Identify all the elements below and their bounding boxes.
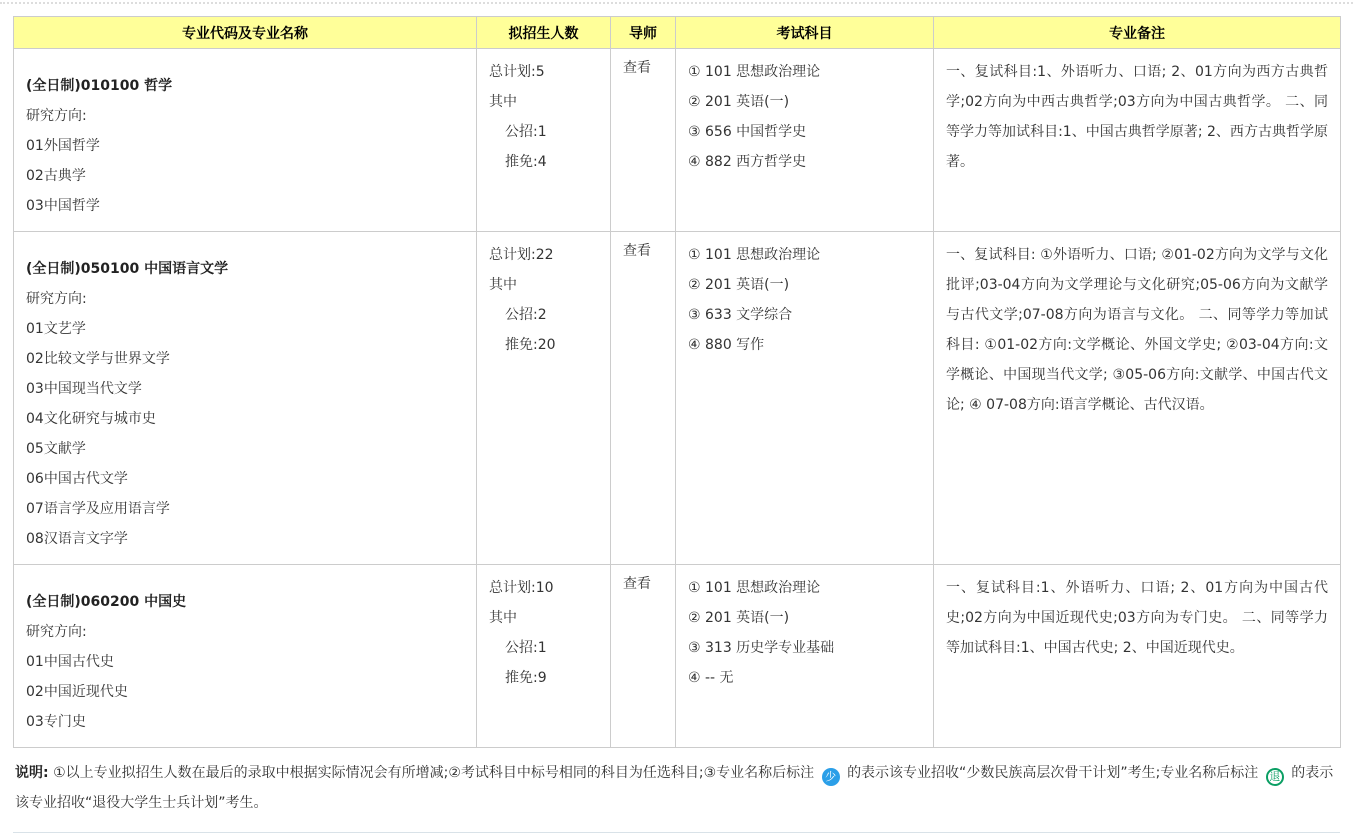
exam-subject-list (688, 57, 921, 177)
major-cell (14, 49, 477, 232)
plan-exam-exempt: 推免:20 (505, 337, 556, 353)
major-row (14, 565, 1341, 748)
tutor-cell (611, 565, 676, 748)
major-row (14, 49, 1341, 232)
exam-subject-item: ① 101 思想政治理论 (688, 580, 821, 596)
major-cell (14, 232, 477, 565)
plan-total: 总计划:5 (489, 64, 545, 80)
plan-among-label: 其中 (489, 94, 517, 110)
major-remark-cell (934, 49, 1341, 232)
view-tutor-link[interactable]: 查看 (623, 243, 651, 259)
exam-subject-item: ③ 633 文学综合 (688, 307, 793, 323)
veteran-plan-icon: 退 (1266, 768, 1284, 786)
plan-among-label: 其中 (489, 277, 517, 293)
direction-item: 02古典学 (26, 168, 86, 184)
direction-item: 08汉语言文字学 (26, 531, 128, 547)
enrollment-cell (477, 232, 611, 565)
exam-subject-item: ① 101 思想政治理论 (688, 247, 821, 263)
plan-among-label: 其中 (489, 610, 517, 626)
minority-plan-icon: 少 (822, 768, 840, 786)
research-direction-label: 研究方向: (26, 291, 87, 307)
exam-subject-item: ② 201 英语(一) (688, 277, 790, 293)
column-header-exam-subjects: 考试科目 (676, 17, 934, 49)
enrollment-cell (477, 565, 611, 748)
direction-item: 02中国近现代史 (26, 684, 128, 700)
page (0, 16, 1353, 833)
exam-subject-list (688, 573, 921, 693)
major-cell (14, 565, 477, 748)
admissions-table (13, 16, 1341, 748)
plan-public-recruit: 公招:2 (505, 307, 547, 323)
exam-subject-item: ③ 656 中国哲学史 (688, 124, 807, 140)
exam-subject-item: ② 201 英语(一) (688, 94, 790, 110)
plan-public-recruit: 公招:1 (505, 640, 547, 656)
direction-item: 03专门史 (26, 714, 86, 730)
direction-list (26, 314, 464, 554)
exam-subject-item: ④ -- 无 (688, 670, 734, 686)
note-label: 说明: (15, 765, 49, 781)
exam-subject-item: ① 101 思想政治理论 (688, 64, 821, 80)
major-title: (全日制)050100 中国语言文学 (26, 261, 229, 277)
direction-item: 03中国哲学 (26, 198, 100, 214)
direction-item: 03中国现当代文学 (26, 381, 142, 397)
direction-item: 01外国哲学 (26, 138, 100, 154)
direction-item: 04文化研究与城市史 (26, 411, 156, 427)
major-remark-text: 一、复试科目: ①外语听力、口语; ②01-02方向为文学与文化批评;03-04方向为文学理论与文化研究;05-06方向为文献学与古代文学;07-08方向为语言与文化。 二、同等学力等加试科目: ①01-02方向:文学概论、外国文学史; ②03-04方向:文学概论、中国现当代文学; ③05-06方向:文献学、中国古代文论; ④ 07-08方向:语言学概论、古代汉语。 (946, 247, 1328, 413)
major-remark-text: 一、复试科目:1、外语听力、口语; 2、01方向为西方古典哲学;02方向为中西古典哲学;03方向为中国古典哲学。 二、同等学力等加试科目:1、中国古典哲学原著; 2、西方古典哲学原著。 (946, 64, 1328, 170)
column-header-tutor: 导师 (611, 17, 676, 49)
plan-exam-exempt: 推免:4 (505, 154, 547, 170)
note-text-3: 的表示该专业招收“退役大学生士兵计划”考生。 (15, 765, 1334, 811)
major-title: (全日制)010100 哲学 (26, 78, 173, 94)
tutor-cell (611, 232, 676, 565)
direction-item: 06中国古代文学 (26, 471, 128, 487)
major-remark-cell (934, 232, 1341, 565)
direction-item: 05文献学 (26, 441, 86, 457)
direction-item: 02比较文学与世界文学 (26, 351, 170, 367)
direction-item: 01中国古代史 (26, 654, 114, 670)
plan-total: 总计划:10 (489, 580, 554, 596)
table-body (14, 49, 1341, 748)
research-direction-label: 研究方向: (26, 108, 87, 124)
column-header-major-code-name: 专业代码及专业名称 (14, 17, 477, 49)
exam-subject-item: ④ 880 写作 (688, 337, 765, 353)
direction-item: 01文艺学 (26, 321, 86, 337)
enrollment-cell (477, 49, 611, 232)
column-header-planned-enrollment: 拟招生人数 (477, 17, 611, 49)
direction-list (26, 131, 464, 221)
header-row (14, 17, 1341, 49)
exam-subjects-cell (676, 565, 934, 748)
direction-item: 07语言学及应用语言学 (26, 501, 170, 517)
note-text-2: 的表示该专业招收“少数民族高层次骨干计划”考生;专业名称后标注 (847, 765, 1259, 781)
direction-list (26, 647, 464, 737)
view-tutor-link[interactable]: 查看 (623, 60, 651, 76)
column-header-major-remarks: 专业备注 (934, 17, 1341, 49)
footer-note (13, 758, 1340, 833)
major-title: (全日制)060200 中国史 (26, 594, 187, 610)
plan-exam-exempt: 推免:9 (505, 670, 547, 686)
major-remark-cell (934, 565, 1341, 748)
tutor-cell (611, 49, 676, 232)
major-remark-text: 一、复试科目:1、外语听力、口语; 2、01方向为中国古代史;02方向为中国近现代史;03方向为专门史。 二、同等学力等加试科目:1、中国古代史; 2、中国近现代史。 (946, 580, 1328, 656)
top-dotted-divider (0, 2, 1353, 4)
view-tutor-link[interactable]: 查看 (623, 576, 651, 592)
exam-subject-item: ③ 313 历史学专业基础 (688, 640, 835, 656)
exam-subjects-cell (676, 49, 934, 232)
exam-subject-list (688, 240, 921, 360)
exam-subjects-cell (676, 232, 934, 565)
plan-public-recruit: 公招:1 (505, 124, 547, 140)
exam-subject-item: ② 201 英语(一) (688, 610, 790, 626)
exam-subject-item: ④ 882 西方哲学史 (688, 154, 807, 170)
research-direction-label: 研究方向: (26, 624, 87, 640)
note-text-1: ①以上专业拟招生人数在最后的录取中根据实际情况会有所增减;②考试科目中标号相同的科目为任选科目;③专业名称后标注 (53, 765, 815, 781)
plan-total: 总计划:22 (489, 247, 554, 263)
major-row (14, 232, 1341, 565)
